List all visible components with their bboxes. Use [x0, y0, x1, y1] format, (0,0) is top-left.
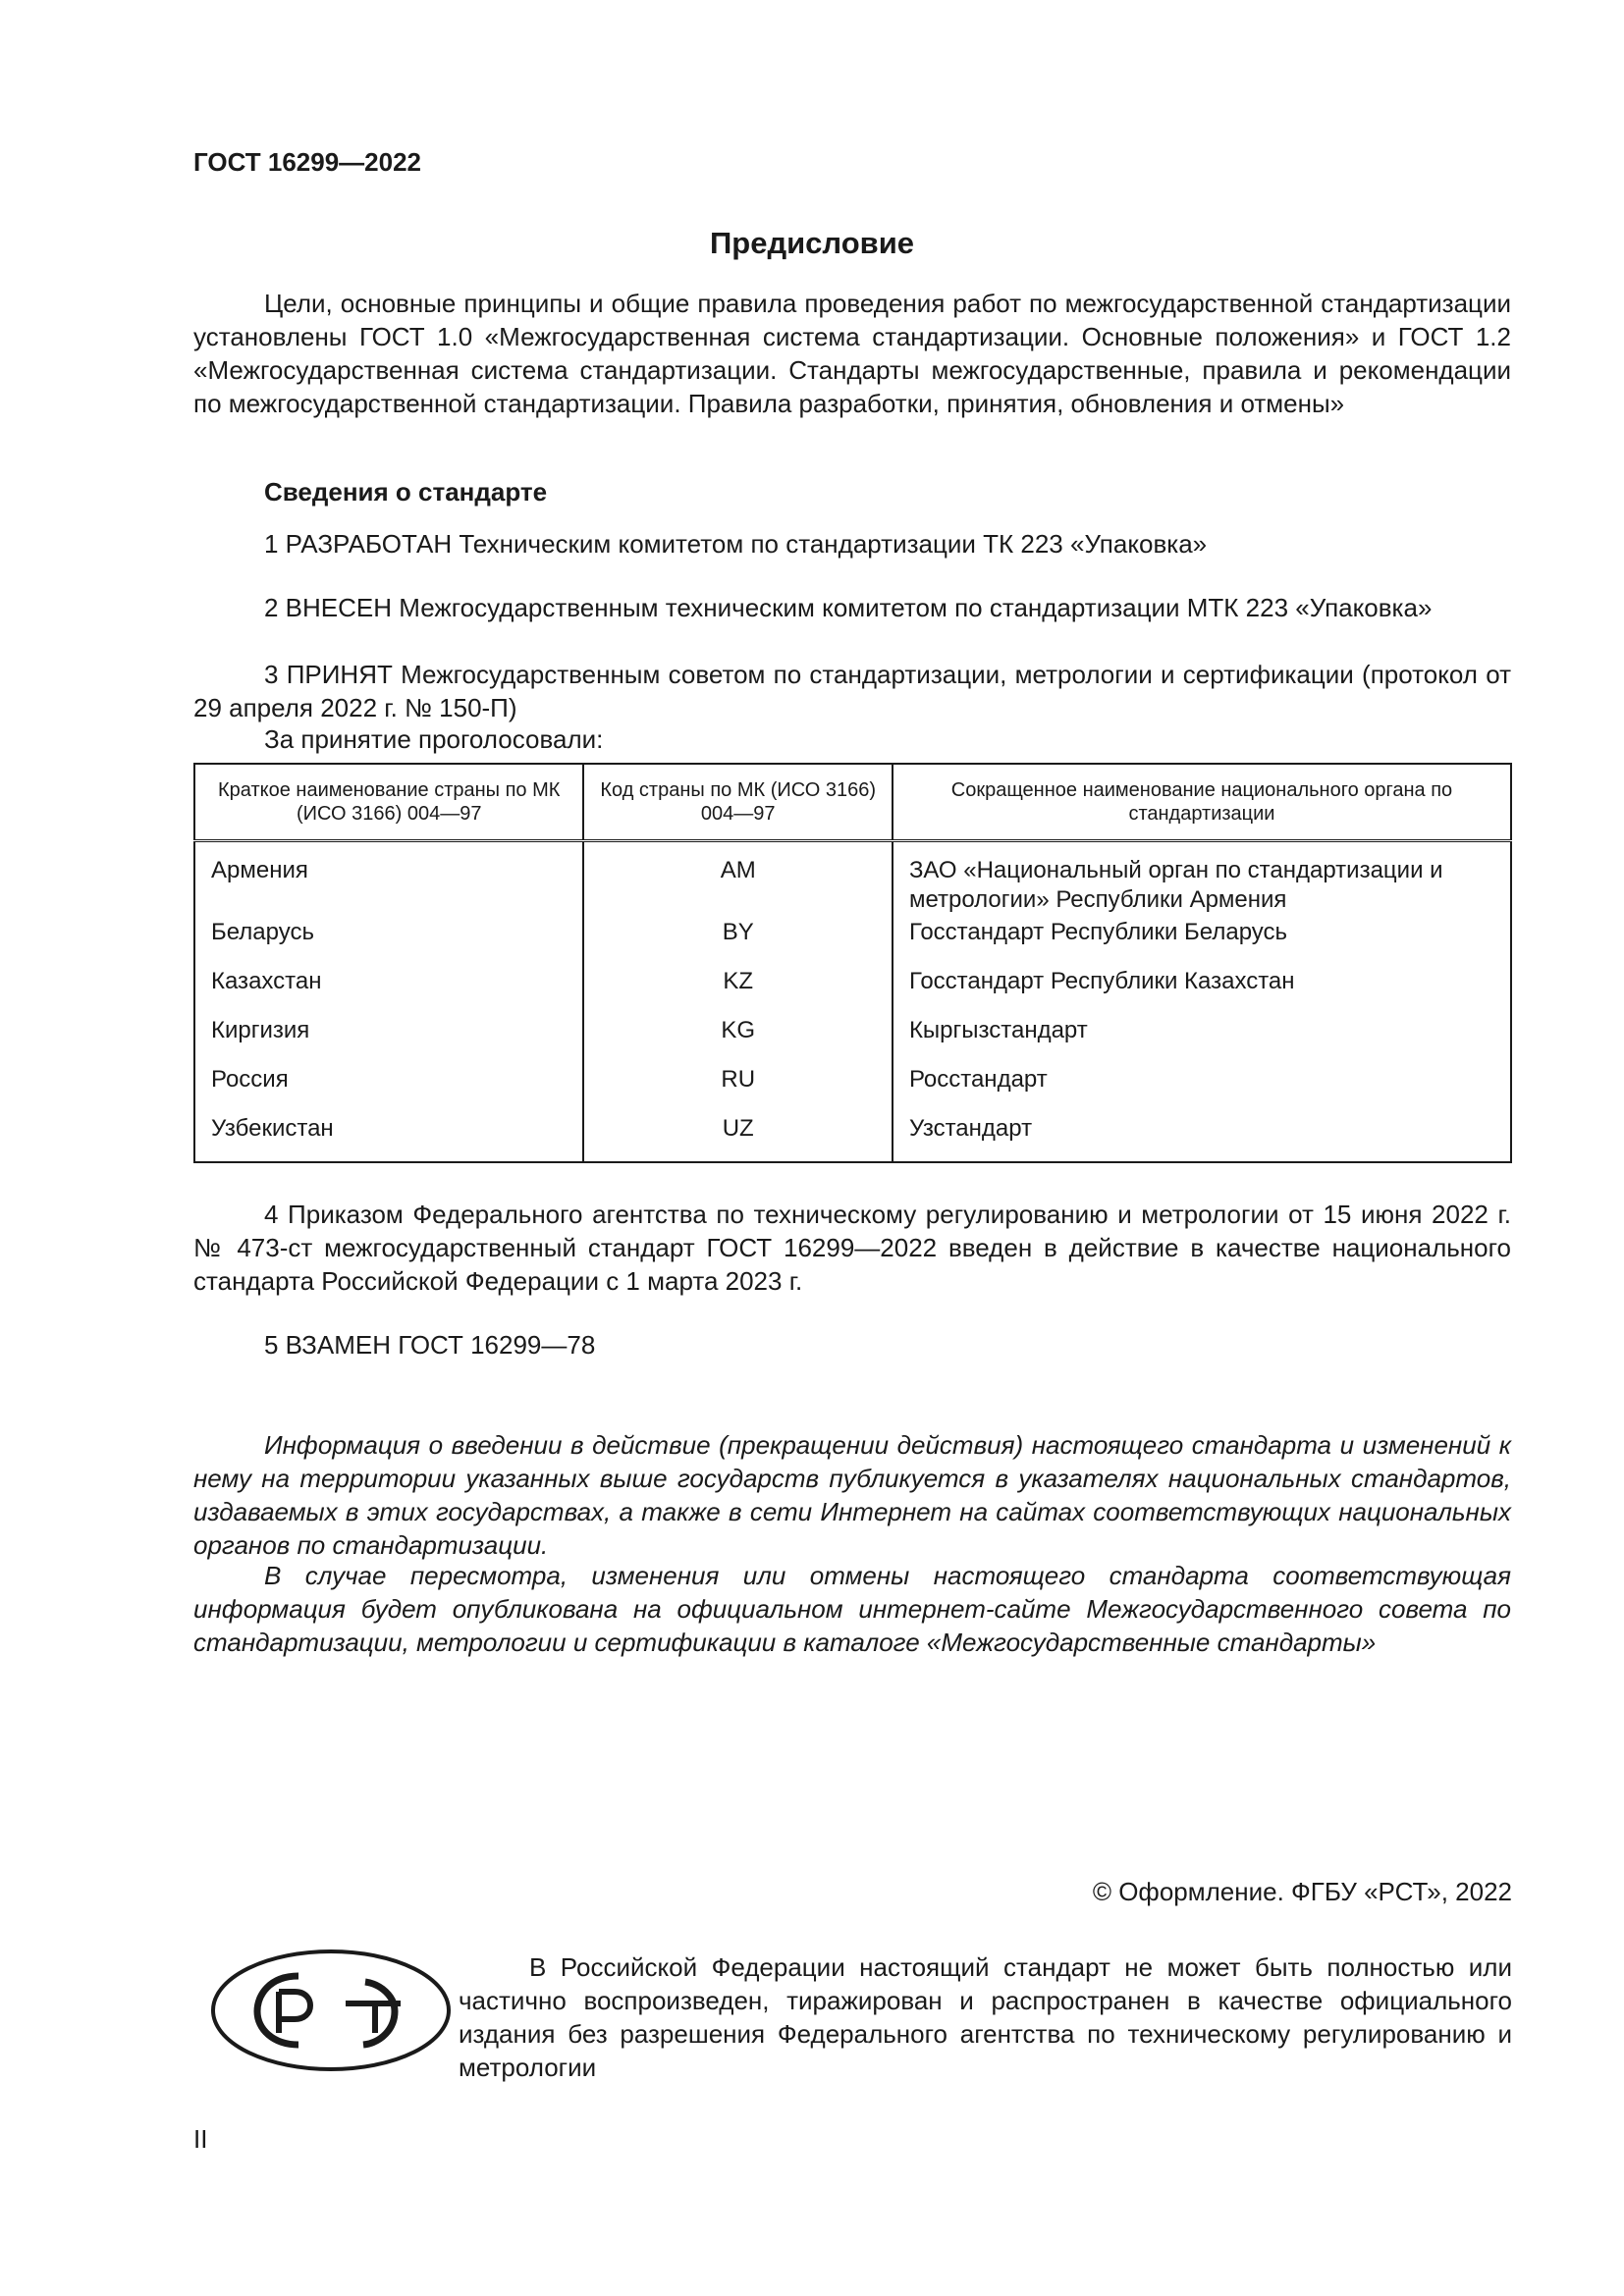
countries-table [193, 763, 1512, 1163]
code-cell: KG [583, 1016, 892, 1065]
country-cell: Казахстан [194, 967, 583, 1016]
header-body: Сокращенное наименование национального органа по стандартизации [893, 764, 1511, 841]
revision-note: В случае пересмотра, изменения или отмены настоящего стандарта соответствующая информация будет опубликована на официальном интернет-сайте Межгосударственного совета по стандартизации, метрологии и сертификации в каталоге «Межгосударственные стандарты» [193, 1561, 1511, 1657]
info-publication-note: Информация о введении в действие (прекращении действия) настоящего стандарта и изменений к нему на территории указанных выше государств публикуется в указателях национальных стандартов, издаваемых в этих государствах, а также в сети Интернет на сайтах соответствующих национальных органов по стандартизации. [193, 1430, 1511, 1560]
document-number: ГОСТ 16299—2022 [193, 147, 421, 177]
table-header-row [194, 764, 1511, 841]
table-row [194, 967, 1511, 1016]
country-cell: Узбекистан [194, 1114, 583, 1162]
body-cell: Госстандарт Республики Казахстан [893, 967, 1511, 1016]
voted-label: За принятие проголосовали: [264, 724, 604, 754]
code-cell: BY [583, 918, 892, 967]
copyright-notice: В Российской Федерации настоящий стандарт не может быть полностью или частично воспроизведен, тиражирован и распространен в качестве официального издания без разрешения Федерального агентства по техническому регулированию и метрологии [459, 1952, 1512, 2082]
country-cell: Беларусь [194, 918, 583, 967]
country-cell: Россия [194, 1065, 583, 1114]
body-cell: Госстандарт Республики Беларусь [893, 918, 1511, 967]
intro-paragraph: Цели, основные принципы и общие правила проведения работ по межгосударственной стандартизации установлены ГОСТ 1.0 «Межгосударственная система стандартизации. Основные положения» и ГОСТ 1.2 «Межгосударственная система стандартизации. Стандарты межгосударственные, правила и рекомендации по межгосударственной стандартизации. Правила разработки, принятия, обновления и отмены» [193, 289, 1511, 418]
page-title: Предисловие [709, 226, 914, 260]
body-cell: Узстандарт [893, 1114, 1511, 1162]
table-row [194, 918, 1511, 967]
item-order: 4 Приказом Федерального агентства по техническому регулированию и метрологии от 15 июня 2022 г. № 473-ст межгосударственный стандарт ГОСТ 16299—2022 введен в действие в качестве национального стандарта Российской Федерации с 1 марта 2023 г. [193, 1200, 1511, 1296]
table-row [194, 1114, 1511, 1162]
pct-logo-icon [208, 1947, 454, 2074]
body-cell: ЗАО «Национальный орган по стандартизации и метрологии» Республики Армения [893, 841, 1511, 918]
copyright: © Оформление. ФГБУ «РСТ», 2022 [1092, 1877, 1512, 1906]
table-row [194, 1016, 1511, 1065]
table-row [194, 841, 1511, 918]
country-cell: Киргизия [194, 1016, 583, 1065]
code-cell: AM [583, 841, 892, 918]
info-heading: Сведения о стандарте [264, 477, 548, 507]
body-cell: Кыргызстандарт [893, 1016, 1511, 1065]
table-row [194, 1065, 1511, 1114]
code-cell: KZ [583, 967, 892, 1016]
code-cell: RU [583, 1065, 892, 1114]
code-cell: UZ [583, 1114, 892, 1162]
header-code: Код страны по МК (ИСО 3166) 004—97 [583, 764, 892, 841]
item-developed: 1 РАЗРАБОТАН Техническим комитетом по стандартизации ТК 223 «Упаковка» [264, 529, 1208, 559]
item-replaces: 5 ВЗАМЕН ГОСТ 16299—78 [264, 1330, 596, 1360]
item-introduced: 2 ВНЕСЕН Межгосударственным техническим комитетом по стандартизации МТК 223 «Упаковка» [264, 593, 1433, 622]
item-adopted: 3 ПРИНЯТ Межгосударственным советом по стандартизации, метрологии и сертификации (протокол от 29 апреля 2022 г. № 150-П) [193, 660, 1511, 722]
header-country: Краткое наименование страны по МК (ИСО 3166) 004—97 [194, 764, 583, 841]
body-cell: Росстандарт [893, 1065, 1511, 1114]
page-number: II [193, 2124, 208, 2154]
country-cell: Армения [194, 841, 583, 918]
